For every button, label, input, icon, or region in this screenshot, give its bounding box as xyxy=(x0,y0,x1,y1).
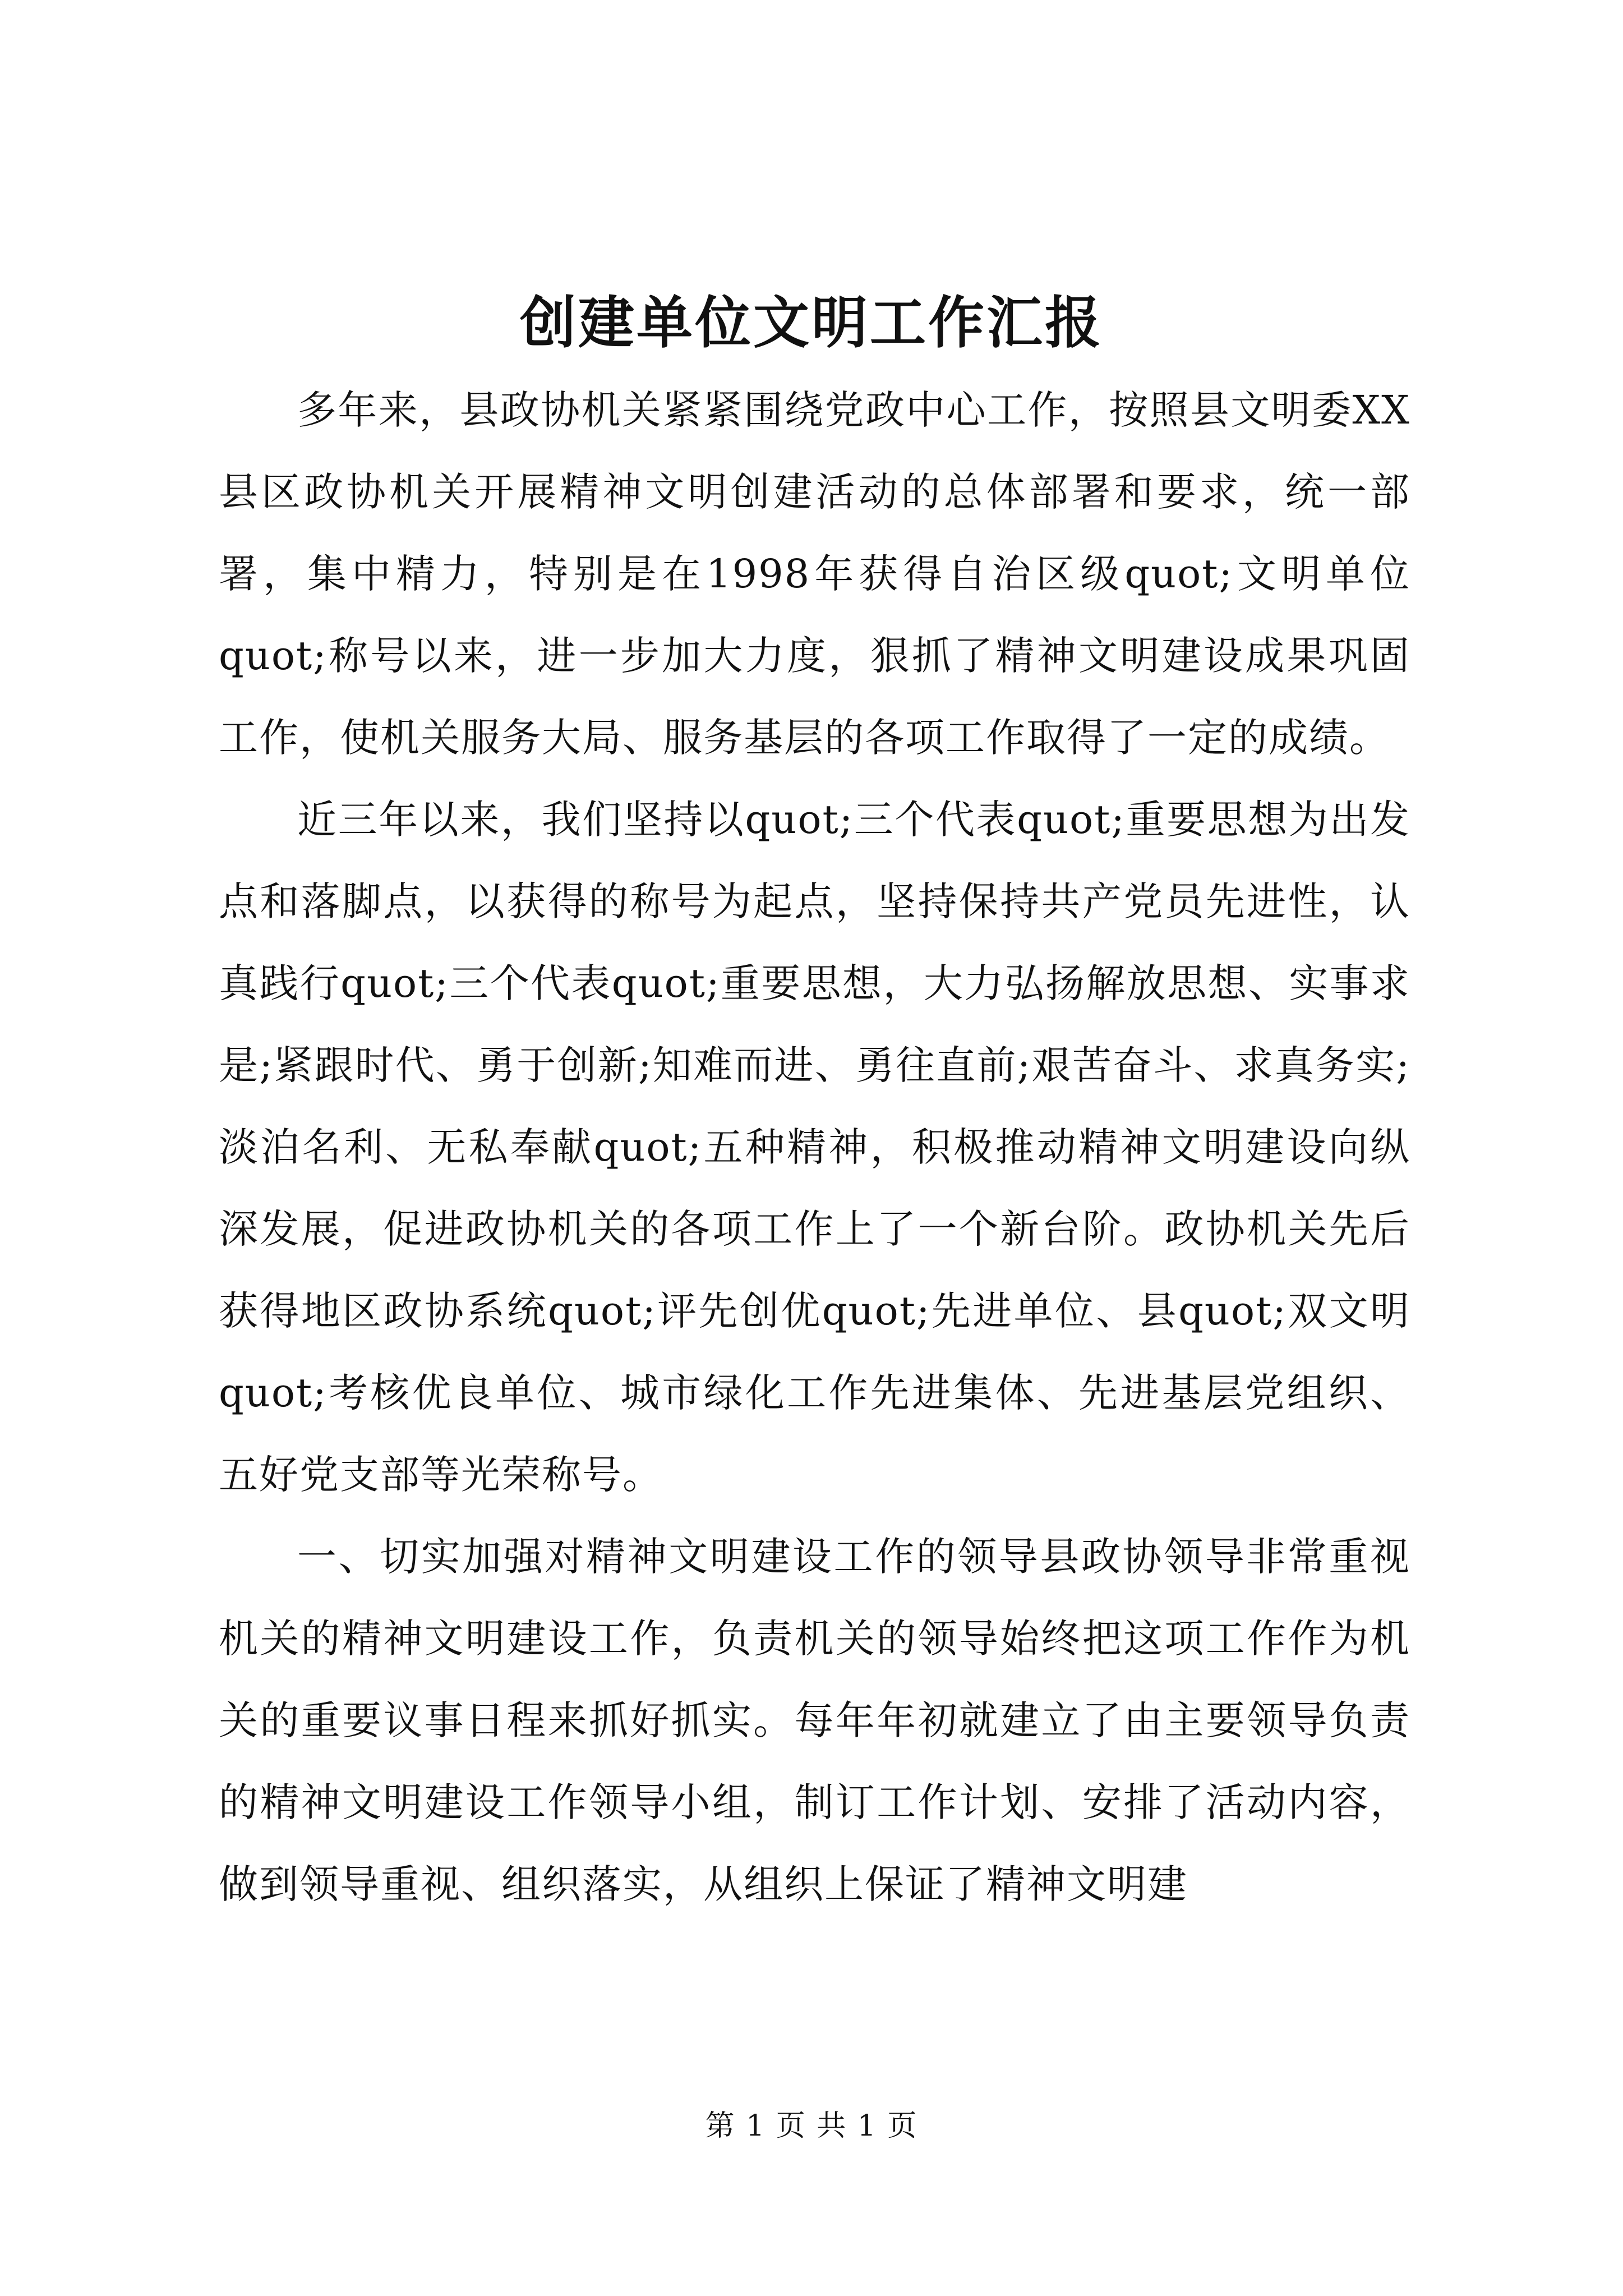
document-title: 创建单位文明工作汇报 xyxy=(520,289,1103,356)
paragraph-3: 一、切实加强对精神文明建设工作的领导县政协领导非常重视机关的精神文明建设工作，负责机关的领导始终把这项工作作为机关的重要议事日程来抓好抓实。每年年初就建立了由主要领导负责的精神文明建设工作领导小组，制订工作计划、安排了活动内容，做到领导重视、组织落实，从组织上保证了精神文明建 xyxy=(219,1534,1410,1907)
paragraph-1: 多年来，县政协机关紧紧围绕党政中心工作，按照县文明委XX县区政协机关开展精神文明创建活动的总体部署和要求，统一部署，集中精力，特别是在1998年获得自治区级quot;文明单位quot;称号以来，进一步加大力度，狠抓了精神文明建设成果巩固工作，使机关服务大局、服务基层的各项工作取得了一定的成绩。 xyxy=(219,387,1410,761)
page-number-footer: 第 1 页 共 1 页 xyxy=(705,2109,918,2143)
document-body xyxy=(219,369,1410,1925)
paragraph-2: 近三年以来，我们坚持以quot;三个代表quot;重要思想为出发点和落脚点，以获得的称号为起点，坚持保持共产党员先进性，认真践行quot;三个代表quot;重要思想，大力弘扬解放思想、实事求是;紧跟时代、勇于创新;知难而进、勇往直前;艰苦奋斗、求真务实;淡泊名利、无私奉献quot;五种精神，积极推动精神文明建设向纵深发展，促进政协机关的各项工作上了一个新台阶。政协机关先后获得地区政协系统quot;评先创优quot;先进单位、县quot;双文明quot;考核优良单位、城市绿化工作先进集体、先进基层党组织、五好党支部等光荣称号。 xyxy=(219,797,1410,1498)
